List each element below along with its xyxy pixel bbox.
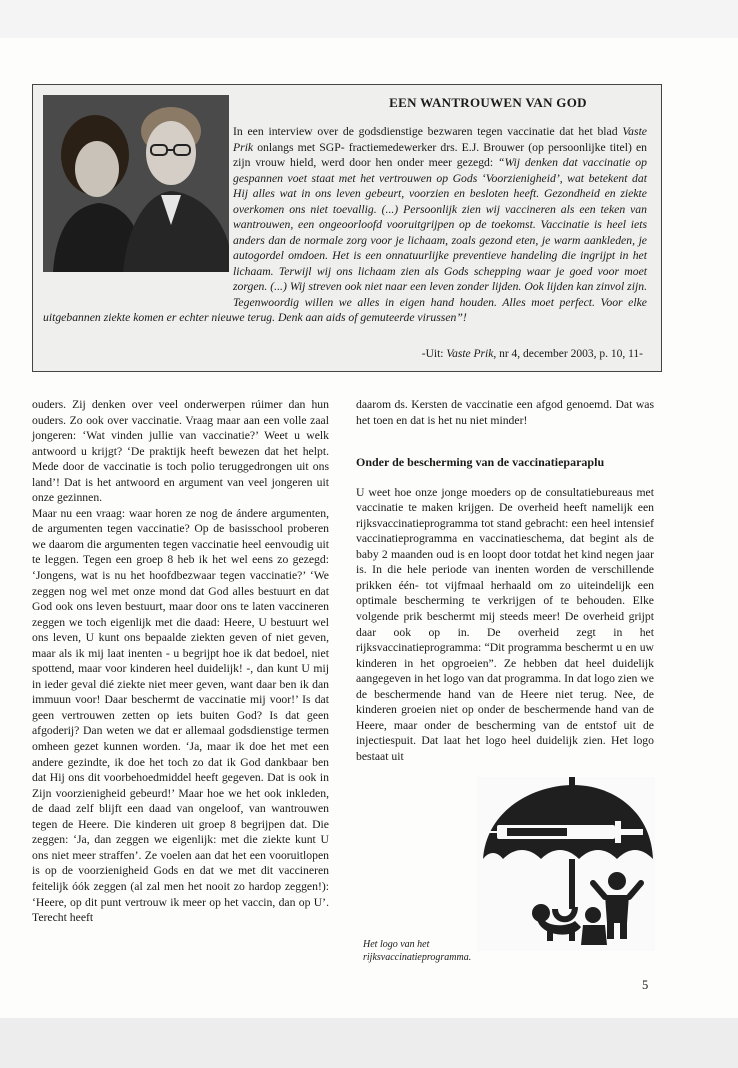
scan-bottom-margin (0, 1018, 738, 1068)
right-column (356, 397, 654, 764)
quote-box (32, 84, 662, 372)
page-number: 5 (642, 978, 649, 992)
quote-text (43, 124, 647, 326)
scan-top-margin (0, 0, 738, 38)
magazine-name: Vaste Prik (233, 125, 647, 154)
section-heading: Onder de bescherming van de vaccinatieparaplu (356, 455, 605, 470)
quote-intro-2: onlangs met SGP- fractiemedewerker drs. E.J. Brouwer (op persoonlijke titel) en zijn vrouw hield, werd door hen onder meer gezegd: (233, 140, 647, 169)
logo-caption: Het logo van het rijksvaccinatieprogramma. (363, 939, 472, 963)
box-title: EEN WANTROUWEN VAN GOD (389, 95, 587, 110)
left-paragraph: Maar nu een vraag: waar horen ze nog de ándere argumenten, de argumenten tegen vaccinatie? Op de basisschool proberen we daarom die argumenten tegen vaccinatie heel eenvoudig uit te leggen. Tegen een groep 8 heb ik het wel eens zo gezegd: ‘Jongens, wat is nu het hoofdbezwaar tegen vaccinatie?’ ‘We zeggen nog wel met onze mond dat God alles bestuurt en dat God ook ons leven bestuurt, maar door ons te laten vaccineren zeggen we toch eigenlijk met die daad: Heere, U bestuurt wel ons leven, U kunt ons bepaalde ziekten geven of niet geven, maar als ik mij laat inenten - u begrijpt hoe ik dat bedoel, niet spottend, maar voor kinderen heel duidelijk! -, dan kunt U mij in ieder geval dié ziekte niet meer geven, want daar ben ik dan immuun voor! Daar beschermt de vaccinatie mij voor!’ Is dat geen vertrouwen zetten op iets buiten God? Is dat geen afgoderij? Dan weten we dat er allemaal godsdienstige termen omheen gezet kunnen worden. ‘Ja, maar ik doe het met een andere gezindte, ik doe het toch zo dat ik God dankbaar ben dat Hij ons dit voorbehoedmiddel heeft gegeven. Dat is ook in Zijn voorzienigheid gebeurd!’ Maar hoe we het ook inkleden, de daad zelf blijft een daad van ongeloof, van wantrouwen tegen de Heere. Die kinderen uit groep 8 begrijpen dat. Die zeggen: ‘Ja, dan zeggen we eigenlijk: met die ziekte kunt U ons niet meer straffen’. Ze voelen aan dat het een vooruitlopen is op de voorzienigheid Gods en dat we met dit vaccineren feitelijk óók zeggen (al zal men het nooit zo hardop zeggen!): ‘Heere, op dit punt vertrouw ik meer op het vaccin, dan op U’. Terecht heeft (32, 506, 329, 925)
quote-citation: “Wij denken dat vaccinatie op gespannen voet staat met het vertrouwen op Gods ‘Voorzienigheid’, wat betekent dat Hij alles wat in ons leven gebeurt, voorzien en besloten heeft. Gezondheid en ziekte overkomen ons niet toevallig. (...) Persoonlijk zien wij vaccineren als een teken van wantrouwen, een ongeoorloofd vooruitgrijpen op de toekomst. Vaccinatie is heel iets anders dan de normale zorg voor je lichaam, zoals gezond eten, je warm aankleden, je autogordel omdoen. Het is een onnatuurlijke preventieve handeling die ingrijpt in het lichaam. Terwijl wij ons lichaam zien als Gods schepping waar je goed voor moet zorgen. (...) Wij streven ook niet naar een leven zonder lijden. Ook lijden kan zinvol zijn. Tegenwoordig willen we alles in eigen hand houden. Alles moet perfect. Voor elke uitgebannen ziekte komen er echter nieuwe terug. Denk aan aids of gemuteerde virussen”! (43, 156, 647, 324)
right-paragraph: U weet hoe onze jonge moeders op de consultatiebureaus met vaccinatie te maken krijgen. De overheid heeft namelijk een rijksvaccinatieprogramma tot stand gebracht: een heel intensief vaccinatieprogramma en vaccinatieschema, dat begint als de baby 2 maanden oud is en loopt door totdat het kind negen jaar is. In die hele periode van inenten worden de verschillende prikken één- tot vijfmaal herhaald om zo uiteindelijk een optimale bescherming te verkrijgen of te behouden. Elke volgende prik beschermt mij steeds meer! De overheid grijpt daar ook op in. De overheid zegt in het rijksvaccinatieprogramma: “Dit programma beschermt u en uw kinderen in het opgroeien”. Ze hebben dat heel duidelijk aangegeven in het logo van dat programma. In dat logo zien we de beschermende hand van de Heere niet terug. Nee, de kinderen groeien niet op onder de beschermende hand van de Heere, maar onder de bescherming van de entstof uit de injectiespuit. Dat laat het logo heel duidelijk zien. Het logo bestaat uit (356, 485, 654, 763)
source-rest: , nr 4, december 2003, p. 10, 11- (493, 348, 643, 360)
right-intro: daarom ds. Kersten de vaccinatie een afgod genoemd. Dat was het toen en dat is het nu niet minder! (356, 398, 654, 427)
quote-source (422, 348, 643, 360)
source-title: Vaste Prik (446, 348, 494, 360)
photo-text-wrap (43, 124, 233, 296)
left-paragraph: ouders. Zij denken over veel onderwerpen rúimer dan hun ouders. Zo ook over vaccinatie. Vraag maar aan een volle zaal jongeren: ‘Wat vinden jullie van vaccinatie?’ Weet u welk antwoord u krijgt? ‘De praktijk heeft bewezen dat het helpt. Mede door de vaccinatie is toch polio teruggedrongen uit ons land’! Dat is het antwoord en argument van veel jongeren uit onze gezinnen. (32, 398, 329, 505)
left-column (32, 397, 329, 926)
source-prefix: -Uit: (421, 348, 447, 360)
vaccination-program-logo (477, 777, 655, 951)
umbrella-syringe-icon (477, 777, 655, 951)
quote-intro-1: In een interview over de godsdienstige bezwaren tegen vaccinatie dat het blad (233, 125, 623, 138)
